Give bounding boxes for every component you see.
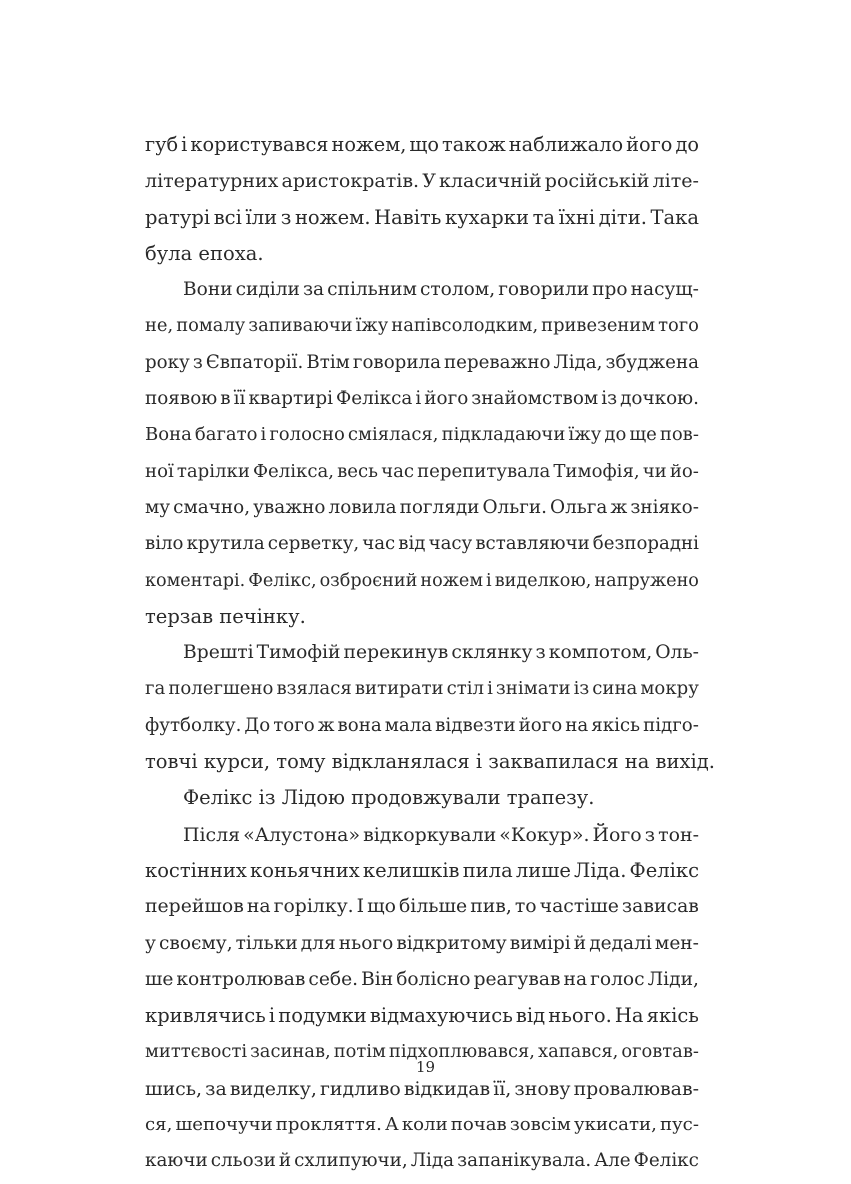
text-line: га полегшено взялася витирати стіл і знімати із сина мокру <box>145 678 699 700</box>
text-line: кривлячись і подумки відмахуючись від нього. На якісь <box>145 1004 699 1028</box>
text-line: футболку. До того ж вона мала відвезти його на якісь підго- <box>145 714 699 736</box>
paragraph <box>145 780 699 816</box>
page-number: 19 <box>415 1058 436 1076</box>
text-line: не, помалу запиваючи їжу напівсолодким, привезеним того <box>145 315 699 337</box>
paragraph <box>145 635 715 780</box>
text-line: му смачно, уважно ловила погляди Ольги. Ольга ж зніяко- <box>145 496 699 518</box>
text-line: губ і користувався ножем, що також наближало його до <box>145 133 699 156</box>
paragraph <box>145 817 699 1180</box>
text-line: терзав печінку. <box>145 604 306 628</box>
text-line: ратурі всі їли з ножем. Навіть кухарки та їхні діти. Така <box>145 205 699 229</box>
text-line: ся, шепочучи прокляття. А коли почав зовсім укисати, пус- <box>145 1114 699 1136</box>
text-line: Фелікс із Лідою продовжували трапезу. <box>183 786 595 810</box>
text-line: літературних аристократів. У класичній російській літе- <box>145 170 699 193</box>
text-line: миттєвості засинав, потім підхоплювався, хапався, оговтав- <box>145 1041 699 1063</box>
text-line: Вона багато і голосно сміялася, підкладаючи їжу до ще пов- <box>145 424 699 446</box>
text-line: перейшов на горілку. І що більше пив, то частіше зависав <box>145 896 699 918</box>
text-line: віло крутила серветку, час від часу вставляючи безпорадні <box>145 533 699 555</box>
text-line: ної тарілки Фелікса, весь час перепитувала Тимофія, чи йо- <box>145 460 699 482</box>
text-line: костінних коньячних келишків пила лише Ліда. Фелікс <box>145 858 699 882</box>
text-line: року з Євпаторії. Втім говорила переважно Ліда, збуджена <box>145 351 699 373</box>
paragraph <box>145 127 699 272</box>
paragraph <box>145 272 699 635</box>
text-line: у своєму, тільки для нього відкритому вимірі й дедалі мен- <box>145 932 699 954</box>
text-line: Після «Алустона» відкоркували «Кокур». Його з тон- <box>183 823 699 846</box>
text-line: шись, за виделку, гидливо відкидав її, знову провалював- <box>145 1077 699 1100</box>
text-line: Врешті Тимофій перекинув склянку з компотом, Оль- <box>183 642 699 664</box>
body-text <box>145 127 715 1180</box>
text-line: появою в її квартирі Фелікса і його знайомством із дочкою. <box>145 388 699 410</box>
text-line: була епоха. <box>145 241 264 265</box>
text-line: ше контролював себе. Він болісно реагував на голос Ліди, <box>145 968 699 990</box>
text-line: Вони сиділи за спільним столом, говорили про насущ- <box>183 279 699 301</box>
text-line: товчі курси, тому відкланялася і заквапилася на вихід. <box>145 750 715 774</box>
text-line: коментарі. Фелікс, озброєний ножем і виделкою, напружено <box>145 570 699 591</box>
text-line: каючи сльози й схлипуючи, Ліда запанікувала. Але Фелікс <box>145 1150 699 1172</box>
